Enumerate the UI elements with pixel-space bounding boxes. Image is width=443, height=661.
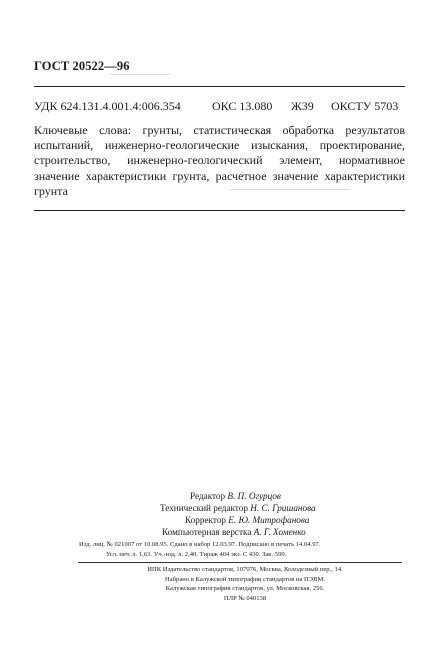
printing-line-2: Набрано в Калужской типографии стандартов на ПЭВМ.: [165, 575, 325, 583]
credits-block: [160, 490, 360, 538]
keywords-label: Ключевые слова:: [34, 123, 132, 137]
oks-code: ОКС 13.080: [212, 99, 273, 113]
printing-line-4: ПЛР № 040138: [223, 594, 267, 602]
keywords-paragraph: [34, 123, 405, 199]
publication-line-2: Усл. печ. л. 1,63. Уч.-изд. л. 2,40. Тираж 404 экз. С 430. Зак. 599.: [106, 551, 287, 558]
udk-code: УДК 624.131.4.001.4:006.354: [34, 99, 181, 113]
scan-smudge: [230, 189, 350, 190]
keywords-text: грунты, статистическая обработка результатов испытаний, инженерно-геологические изыскания, проектирование, строительство, инженерно-геологический элемент, нормативное значение характеристики грунта, расчетное значение характеристики грунта: [34, 123, 406, 198]
credit-layout: Компьютерная верстка А. Г. Хоменко: [162, 527, 306, 537]
printing-line-3: Калужская типография стандартов, ул. Московская, 256.: [165, 585, 325, 592]
printing-line-1: ИПК Издательство стандартов, 107076, Москва, Колодезный пер., 14.: [147, 566, 343, 573]
publication-info: [79, 540, 320, 560]
standard-code: ГОСТ 20522—96: [34, 59, 130, 73]
imprint-separator: [78, 562, 402, 563]
okstu-code: ОКСТУ 5703: [331, 99, 399, 113]
bottom-rule: [34, 210, 405, 211]
credit-proofreader: Корректор Е. Ю. Митрофанова: [185, 515, 310, 525]
scan-smudge: [110, 74, 170, 75]
credit-tech-editor: Технический редактор Н. С. Гришанова: [160, 503, 316, 513]
group-code: Ж39: [291, 99, 314, 113]
publication-line-1: Изд. лиц. № 021007 от 10.08.95. Сдано в набор 12.03.97. Подписано в печать 14.04.97.: [79, 541, 321, 548]
printing-info: [100, 565, 390, 603]
top-rule: [34, 86, 405, 87]
credit-editor: Редактор В. П. Огурцов: [190, 491, 281, 501]
